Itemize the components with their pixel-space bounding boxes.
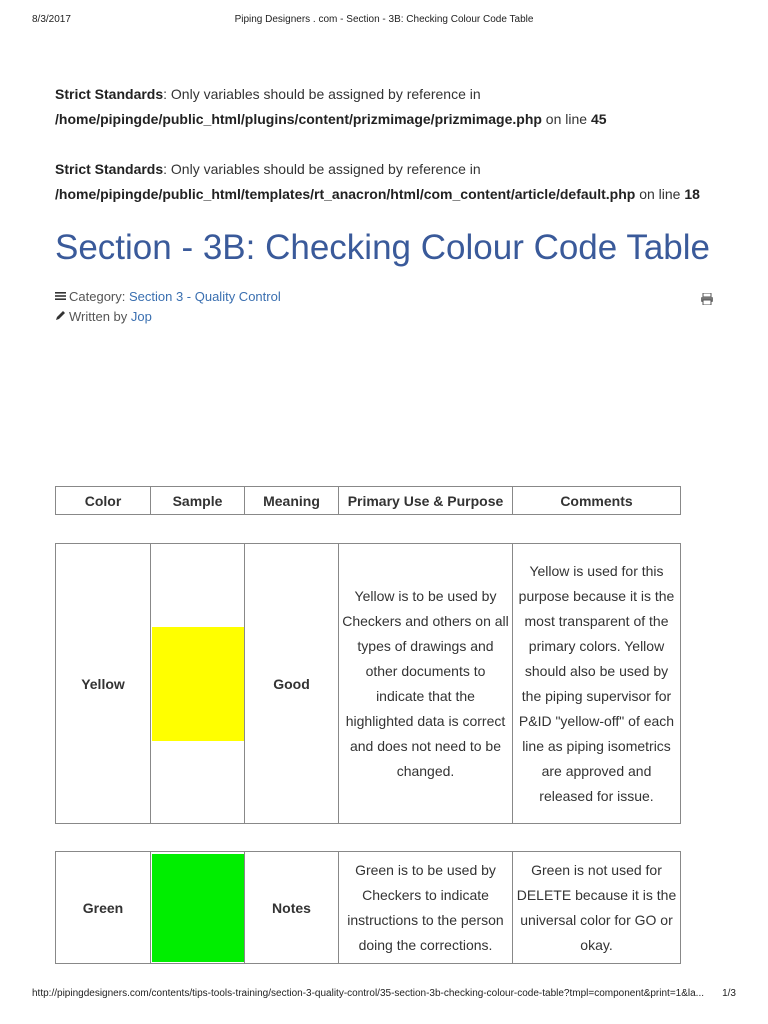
row-color-name: Green	[56, 852, 151, 964]
print-page-title: Piping Designers . com - Section - 3B: Checking Colour Code Table	[234, 14, 534, 25]
warning-path: /home/pipingde/public_html/templates/rt_anacron/html/com_content/article/default.php	[55, 186, 636, 202]
strict-standards-warning-2	[55, 157, 715, 207]
colour-code-row-green	[55, 851, 681, 964]
table-row	[56, 544, 681, 824]
print-icon[interactable]	[700, 291, 714, 303]
row-sample	[151, 544, 245, 824]
strict-standards-warning-1	[55, 82, 715, 132]
colour-code-row-yellow	[55, 543, 681, 824]
row-primary-use: Yellow is to be used by Checkers and others on all types of drawings and other documents to indicate that the highlighted data is correct and does not need to be changed.	[339, 544, 513, 824]
print-date: 8/3/2017	[32, 14, 71, 25]
row-meaning: Good	[245, 544, 339, 824]
row-primary-use: Green is to be used by Checkers to indicate instructions to the person doing the corrections.	[339, 852, 513, 964]
warning-message: : Only variables should be assigned by reference in	[163, 161, 481, 177]
author-link[interactable]: Jop	[130, 309, 152, 324]
colour-code-header-table	[55, 486, 681, 515]
table-header-row	[56, 487, 681, 515]
header-comments: Comments	[513, 487, 681, 515]
category-line	[55, 287, 715, 307]
author-line	[55, 307, 715, 327]
article-title: Section - 3B: Checking Colour Code Table	[55, 228, 711, 267]
article-meta	[55, 287, 715, 327]
row-meaning: Notes	[245, 852, 339, 964]
row-comments: Yellow is used for this purpose because it is the most transparent of the primary colors. Yellow should also be used by the piping supervisor for P&ID "yellow-off" of each line as piping isometrics are approved and released for issue.	[513, 544, 681, 824]
row-sample	[151, 852, 245, 964]
warning-label: Strict Standards	[55, 161, 164, 177]
row-comments: Green is not used for DELETE because it is the universal color for GO or okay.	[513, 852, 681, 964]
header-color: Color	[56, 487, 151, 515]
print-url: http://pipingdesigners.com/contents/tips-tools-training/section-3-quality-control/35-section-3b-checking-colour-code-table?tmpl=component&print=1&la...	[32, 988, 705, 999]
color-swatch-green	[152, 854, 244, 962]
article-content	[55, 82, 715, 327]
page-number: 1/3	[722, 988, 736, 999]
warning-on-line: on line	[541, 111, 591, 127]
written-by-label: Written by	[69, 309, 131, 324]
warning-path: /home/pipingde/public_html/plugins/content/prizmimage/prizmimage.php	[55, 111, 542, 127]
row-color-name: Yellow	[56, 544, 151, 824]
header-primary-use: Primary Use & Purpose	[339, 487, 513, 515]
header-sample: Sample	[151, 487, 245, 515]
warning-message: : Only variables should be assigned by reference in	[163, 86, 481, 102]
category-link[interactable]: Section 3 - Quality Control	[128, 289, 281, 304]
warning-line-number: 45	[590, 111, 607, 127]
warning-on-line: on line	[635, 186, 685, 202]
color-swatch-yellow	[152, 627, 244, 741]
table-row	[56, 852, 681, 964]
pencil-icon	[55, 307, 69, 327]
list-icon	[55, 287, 69, 307]
warning-line-number: 18	[684, 186, 700, 202]
warning-label: Strict Standards	[55, 86, 164, 102]
category-label: Category:	[69, 289, 129, 304]
header-meaning: Meaning	[245, 487, 339, 515]
